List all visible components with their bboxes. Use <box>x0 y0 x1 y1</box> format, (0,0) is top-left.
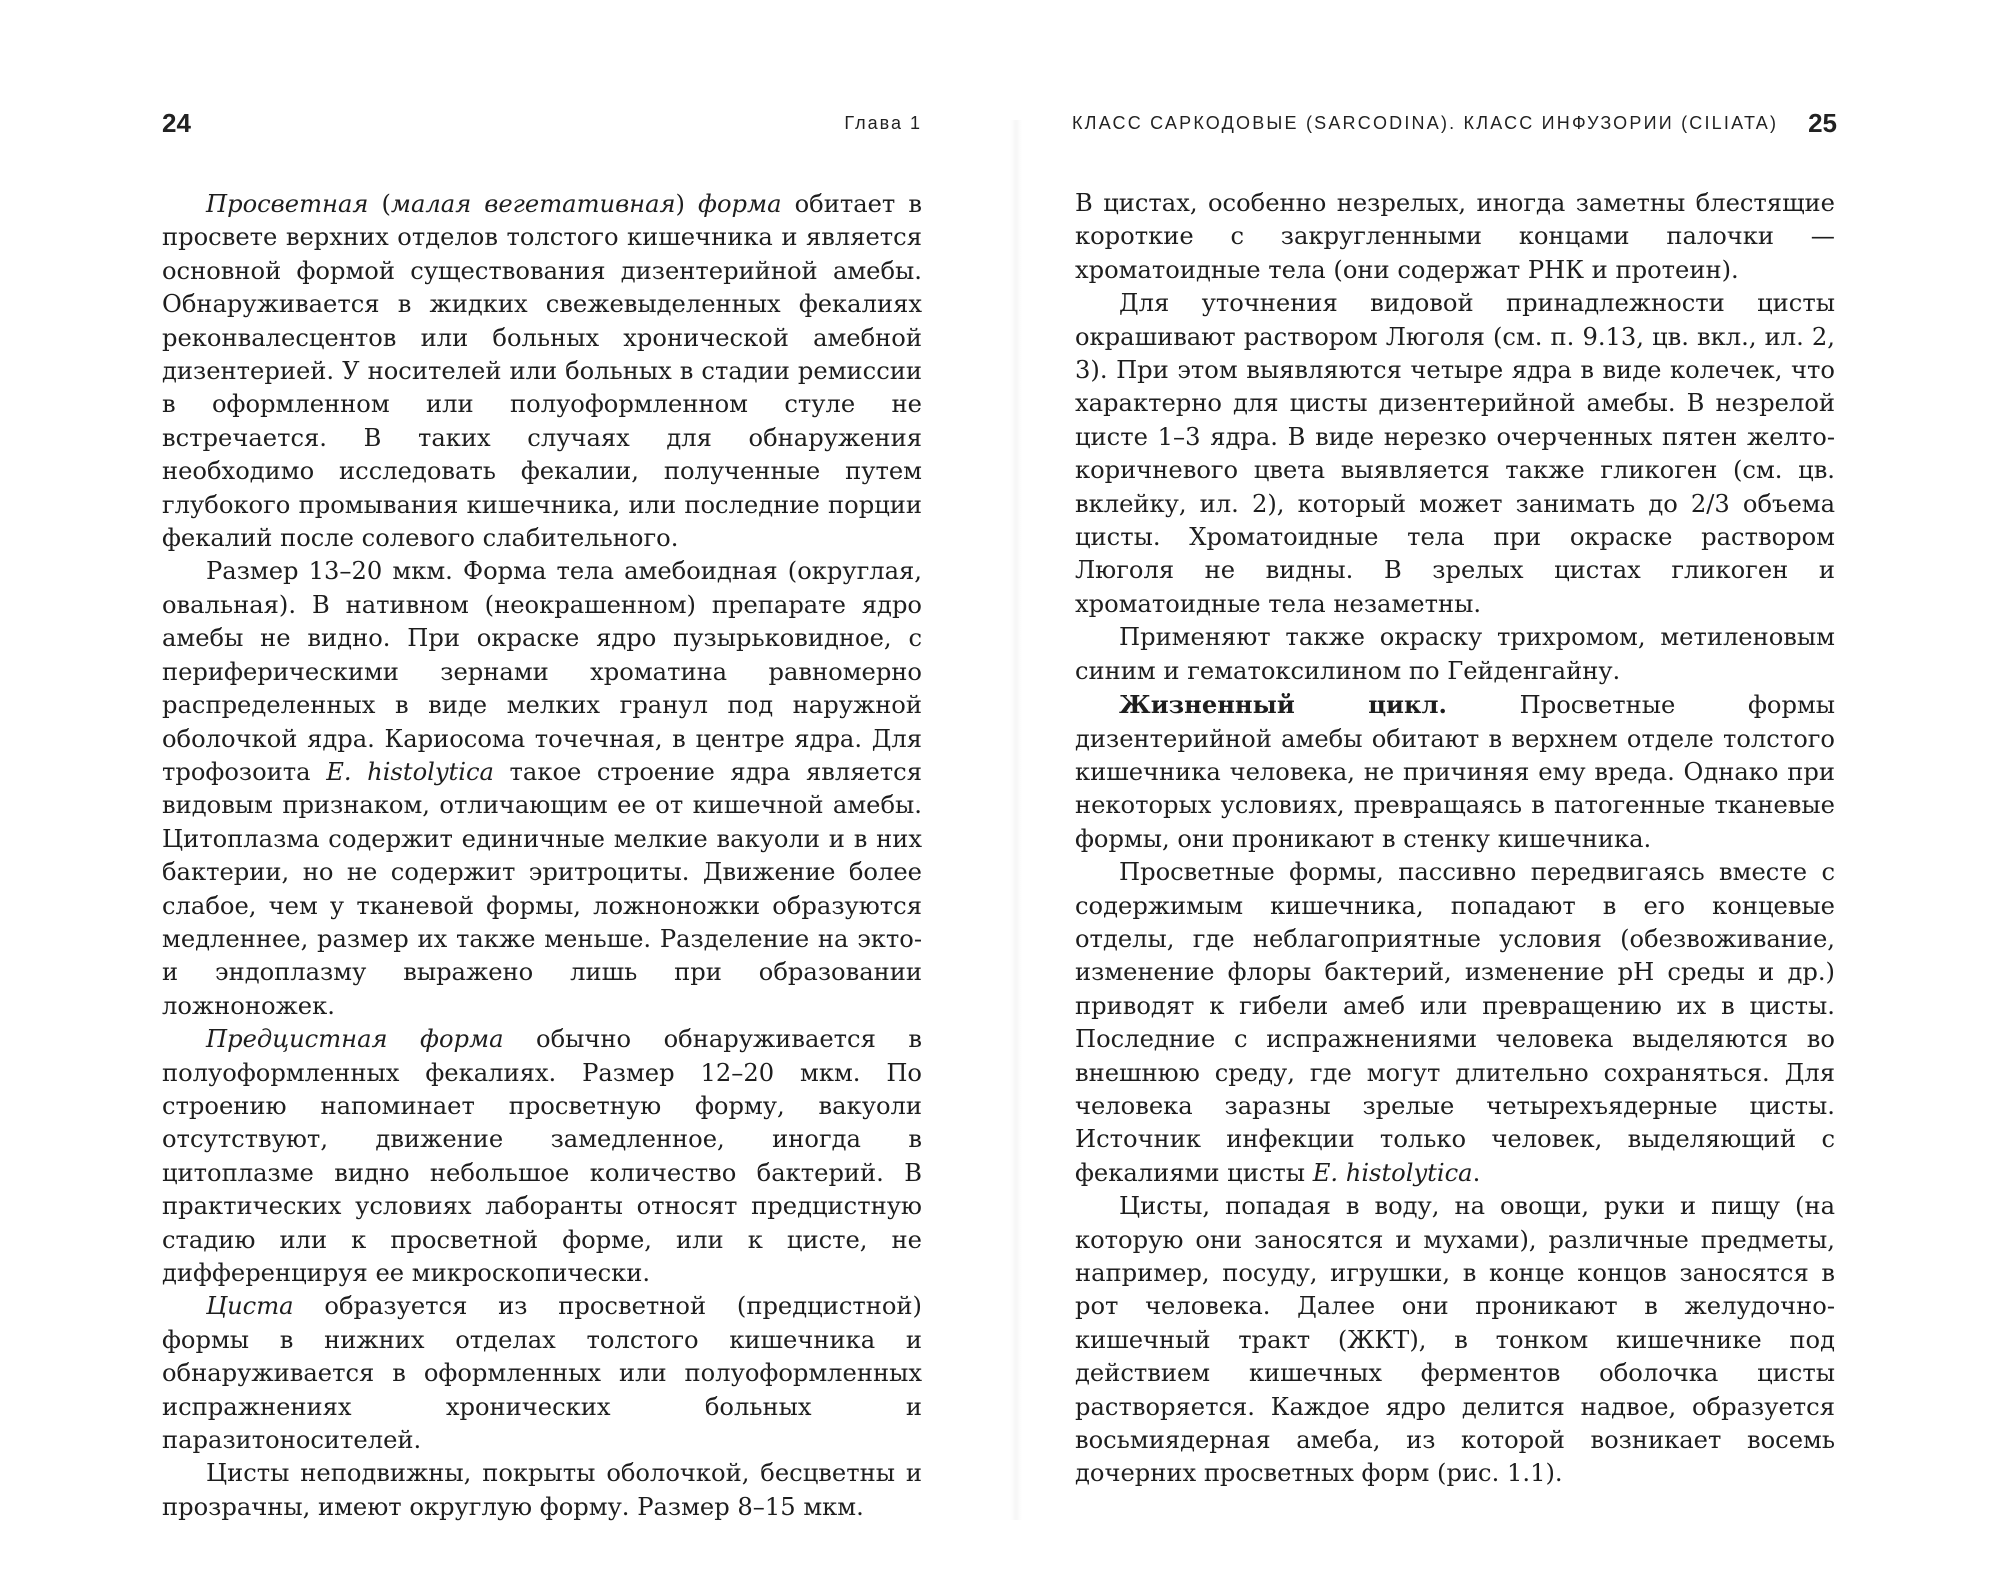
left-running-header <box>162 108 922 148</box>
text-run: обычно обнаруживается в полуоформленных фекалиях. Размер 12–20 мкм. По строению напоминает просветную форму, вакуоли отсутствуют, движение замедленное, иногда в цитоплазме видно небольшое количество бактерий. В практических условиях лаборанты относят предцистную стадию или к просветной форме, или к цисте, не дифференцируя ее микроскопически. <box>162 1025 922 1287</box>
paragraph <box>1075 856 1835 1190</box>
left-chapter-title: Глава 1 <box>844 113 922 133</box>
text-run: Цисты, попадая в воду, на овощи, руки и пищу (на которую они заносятся и мухами), различные предметы, например, посуду, игрушки, в конце концов заносятся в рот человека. Далее они проникают в желудочно-кишечный тракт (ЖКТ), в тонком кишечнике под действием кишечных ферментов оболочка цисты растворяется. Каждое ядро делится надвое, образуется восьмиядерная амеба, из которой возникает восемь дочерних просветных форм (рис. 1.1). <box>1075 1192 1835 1488</box>
left-page-number: 24 <box>162 108 191 138</box>
left-body-text <box>162 188 922 1524</box>
left-page <box>162 0 922 1583</box>
paragraph <box>1075 287 1835 621</box>
italic-term: Предцистная форма <box>206 1025 504 1054</box>
paragraph <box>162 1457 922 1524</box>
paragraph <box>162 188 922 555</box>
paragraph <box>162 1023 922 1290</box>
paragraph <box>162 1290 922 1457</box>
italic-species-name: E. histolytica <box>326 757 494 786</box>
italic-species-name: E. histolytica <box>1312 1158 1473 1187</box>
right-body-text <box>1075 187 1835 1491</box>
text-run: обитает в просвете верхних отделов толстого кишечника и является основной формой существования дизентерийной амебы. Обнаруживается в жидких свежевыделенных фекалиях реконвалесцентов или больных хронической амебной дизентерией. У носителей или больных в стадии ремиссии в оформленном или полуоформленном стуле не встречается. В таких случаях для обнаружения необходимо исследовать фекалии, полученные путем глубокого промывания кишечника, или последние порции фекалий после солевого слабительного. <box>162 190 922 553</box>
paragraph <box>1075 187 1835 287</box>
right-running-header <box>1072 108 1837 148</box>
text-run: Просветные формы дизентерийной амебы обитают в верхнем отделе толстого кишечника человека, не причиняя ему вреда. Однако при некоторых условиях, превращаясь в патогенные тканевые формы, они проникают в стенку кишечника. <box>1075 691 1836 853</box>
text-run: Просветные формы, пассивно передвигаясь вместе с содержимым кишечника, попадают в его концевые отделы, где неблагоприятные условия (обезвоживание, изменение флоры бактерий, изменение pH среды и др.) приводят к гибели амеб или превращению их в цисты. Последние с испражнениями человека выделяются во внешнюю среду, где могут длительно сохраняться. Для человека заразны зрелые четырехъядерные цисты. Источник инфекции только человек, выделяющий с фекалиями цисты <box>1075 858 1835 1187</box>
text-run: . <box>1472 1158 1481 1187</box>
text-run: ) <box>675 190 699 218</box>
text-run: Для уточнения видовой принадлежности цисты окрашивают раствором Люголя (см. п. 9.13, цв. вкл., ил. 2, 3). При этом выявляются четыре ядра в виде колечек, что характерно для цисты дизентерийной амебы. В незрелой цисте 1–3 ядра. В виде нерезко очерченных пятен желто-коричневого цвета выявляется также гликоген (см. цв. вклейку, ил. 2), который может занимать до 2/3 объема цисты. Хроматоидные тела при окраске раствором Люголя не видны. В зрелых цистах гликоген и хроматоидные тела незаметны. <box>1075 289 1835 618</box>
italic-term: Циста <box>206 1292 294 1321</box>
right-page-number: 25 <box>1808 108 1837 138</box>
text-run: Цисты неподвижны, покрыты оболочкой, бесцветны и прозрачны, имеют округлую форму. Размер 8–15 мкм. <box>162 1459 922 1521</box>
text-run: образуется из просветной (предцистной) формы в нижних отделах толстого кишечника и обнаруживается в оформленных или полуоформленных испражнениях хронических больных и паразитоносителей. <box>162 1292 922 1455</box>
right-page <box>1072 0 1837 1583</box>
italic-term: форма <box>698 190 782 218</box>
book-gutter <box>1010 120 1022 1520</box>
text-run: такое строение ядра является видовым признаком, отличающим ее от кишечной амебы. Цитоплазма содержит единичные мелкие вакуоли и в них бактерии, но не содержит эритроциты. Движение более слабое, чем у тканевой формы, ложноножки образуются медленнее, размер их также меньше. Разделение на экто- и эндоплазму выражено лишь при образовании ложноножек. <box>162 757 922 1020</box>
text-run: Размер 13–20 мкм. Форма тела амебоидная (округлая, овальная). В нативном (неокрашенном) препарате ядро амебы не видно. При окраске ядро пузырьковидное, с периферическими зернами хроматина равномерно распределенных в виде мелких гранул под наружной оболочкой ядра. Кариосома точечная, в центре ядра. Для трофозоита <box>162 557 922 786</box>
bold-heading: Жизненный цикл. <box>1119 690 1447 720</box>
right-section-title: КЛАСС САРКОДОВЫЕ (SARCODINA). КЛАСС ИНФУЗОРИИ (CILIATA) <box>1072 113 1779 133</box>
text-run: Применяют также окраску трихромом, метиленовым синим и гематоксилином по Гейденгайну. <box>1075 623 1835 685</box>
paragraph <box>1075 1190 1835 1491</box>
italic-term: малая вегетативная <box>390 190 676 218</box>
paragraph <box>1075 621 1835 688</box>
paragraph <box>1075 688 1835 856</box>
italic-term: Просветная <box>206 190 369 218</box>
text-run: В цистах, особенно незрелых, иногда заметны блестящие короткие с закругленными концами палочки — хроматоидные тела (они содержат РНК и протеин). <box>1075 189 1835 284</box>
text-run: ( <box>368 190 391 218</box>
paragraph <box>162 555 922 1023</box>
